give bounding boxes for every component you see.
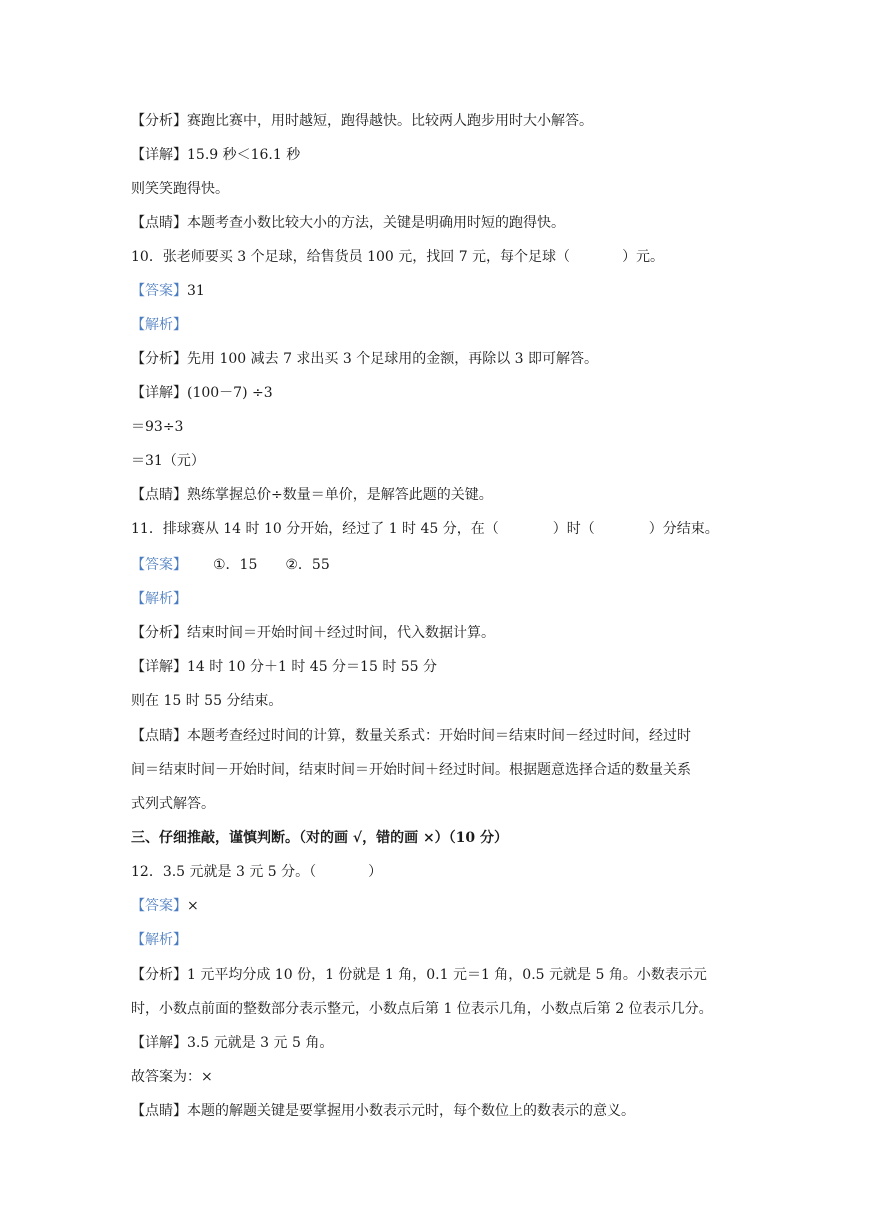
q12-question-text: 12．3.5 元就是 3 元 5 分。（ xyxy=(131,864,317,880)
q12-conclusion: 故答案为：× xyxy=(131,1069,213,1085)
q11-jiexi: 【解析】 xyxy=(131,591,187,607)
q11-comment-line2: 间＝结束时间－开始时间，结束时间＝开始时间＋经过时间。根据题意选择合适的数量关系 xyxy=(131,762,691,778)
q12-jiexi: 【解析】 xyxy=(131,932,187,948)
q11-answer-2: ②．55 xyxy=(285,557,330,573)
q9-analysis: 【分析】赛跑比赛中，用时越短，跑得越快。比较两人跑步用时大小解答。 xyxy=(131,113,593,129)
q10-step2: ＝31（元） xyxy=(131,453,205,469)
q12-analysis-line2: 时，小数点前面的整数部分表示整元，小数点后第 1 位表示几角，小数点后第 2 位表示几分。 xyxy=(131,1001,713,1017)
q11-analysis: 【分析】结束时间＝开始时间＋经过时间，代入数据计算。 xyxy=(131,625,495,641)
q12-question xyxy=(131,863,741,881)
q12-question-end: ） xyxy=(368,864,383,880)
q10-comment: 【点睛】熟练掌握总价÷数量＝单价，是解答此题的关键。 xyxy=(131,487,493,503)
q12-detail: 【详解】3.5 元就是 3 元 5 角。 xyxy=(131,1035,334,1051)
q11-comment-line3: 式列式解答。 xyxy=(131,796,215,812)
q10-question-end: ）元。 xyxy=(622,249,665,265)
q12-comment: 【点睛】本题的解题关键是要掌握用小数表示元时，每个数位上的数表示的意义。 xyxy=(131,1103,635,1119)
q11-question-mid: ）时（ xyxy=(552,521,595,537)
q11-detail: 【详解】14 时 10 分＋1 时 45 分＝15 时 55 分 xyxy=(131,659,438,675)
q11-question xyxy=(131,520,741,538)
q10-question-text: 10．张老师要买 3 个足球，给售货员 100 元，找回 7 元，每个足球（ xyxy=(131,249,571,265)
q12-answer-value: × xyxy=(187,898,199,914)
q11-question-end: ）分结束。 xyxy=(648,521,719,537)
q11-comment-line1: 【点睛】本题考查经过时间的计算，数量关系式：开始时间＝结束时间－经过时间，经过时 xyxy=(131,728,691,744)
answer-tag: 【答案】 xyxy=(131,283,187,299)
answer-tag: 【答案】 xyxy=(131,898,187,914)
answer-tag: 【答案】 xyxy=(131,557,187,573)
q11-conclusion: 则在 15 时 55 分结束。 xyxy=(131,693,283,709)
q10-detail: 【详解】(100－7) ÷3 xyxy=(131,385,273,401)
section-heading: 三、仔细推敲，谨慎判断。（对的画 √，错的画 ×）（10 分） xyxy=(131,830,509,846)
q10-answer xyxy=(131,282,741,300)
q9-conclusion: 则笑笑跑得快。 xyxy=(131,181,229,197)
q10-question xyxy=(131,248,741,266)
q11-answer xyxy=(131,556,741,574)
q12-answer xyxy=(131,897,741,915)
q12-analysis-line1: 【分析】1 元平均分成 10 份，1 份就是 1 角，0.1 元＝1 角，0.5 元就是 5 角。小数表示元 xyxy=(131,967,707,983)
q9-comment: 【点睛】本题考查小数比较大小的方法，关键是明确用时短的跑得快。 xyxy=(131,215,565,231)
q11-question-text: 11．排球赛从 14 时 10 分开始，经过了 1 时 45 分，在（ xyxy=(131,521,499,537)
q11-answer-1: ①．15 xyxy=(213,557,258,573)
q10-jiexi: 【解析】 xyxy=(131,317,187,333)
q9-detail: 【详解】15.9 秒＜16.1 秒 xyxy=(131,147,301,163)
q10-analysis: 【分析】先用 100 减去 7 求出买 3 个足球用的金额，再除以 3 即可解答。 xyxy=(131,351,599,367)
q10-step1: ＝93÷3 xyxy=(131,419,184,435)
q10-answer-value: 31 xyxy=(187,283,205,299)
